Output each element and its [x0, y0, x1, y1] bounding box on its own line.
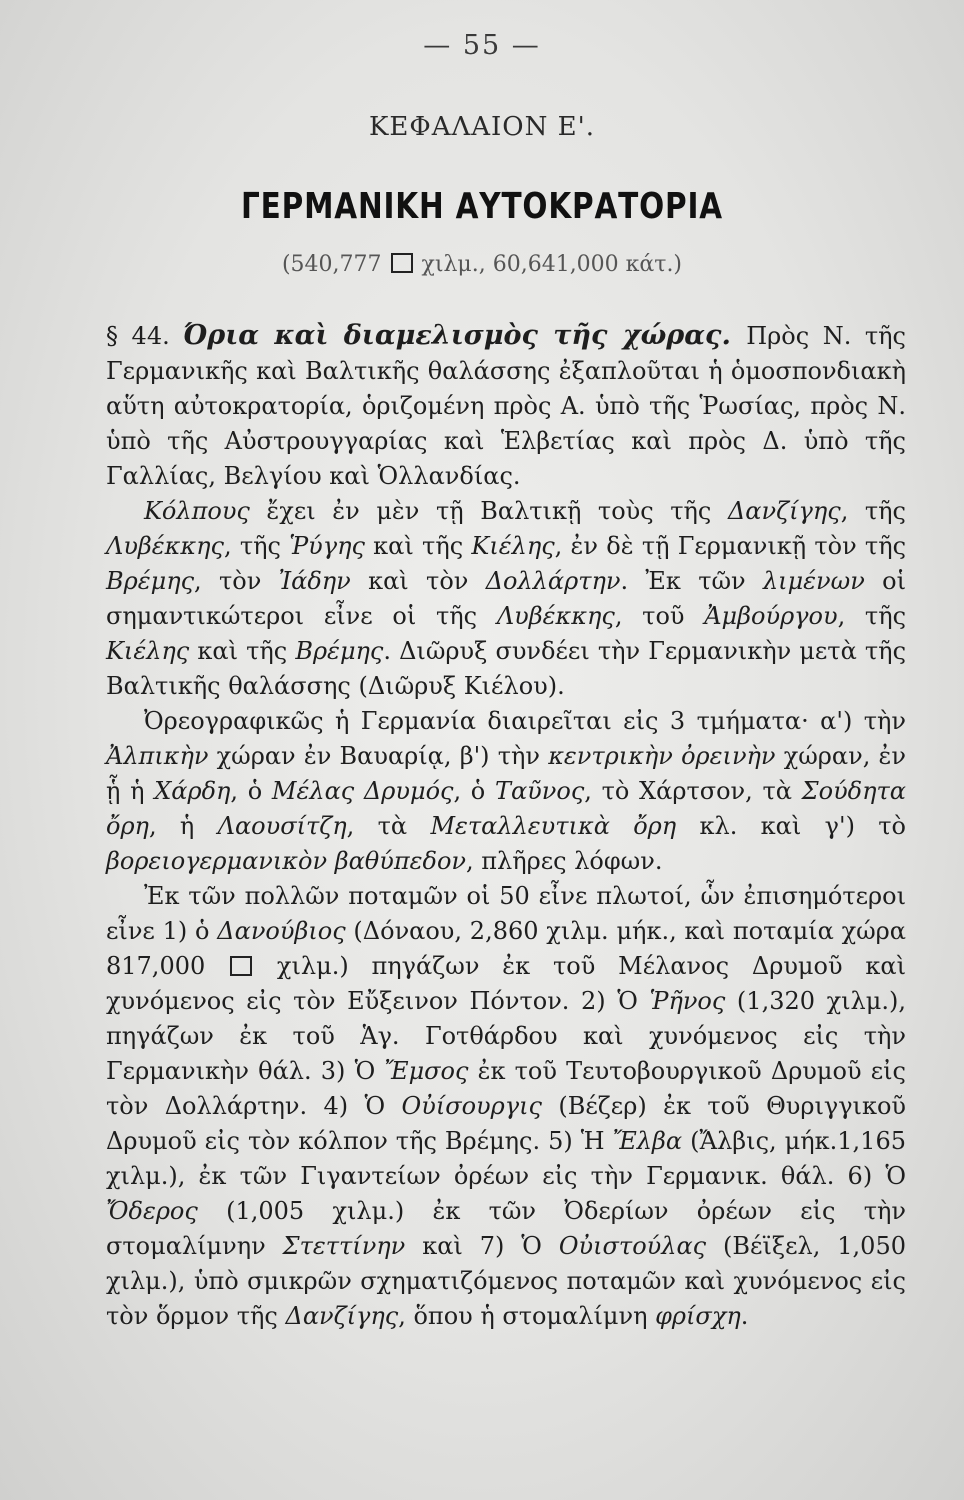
text-run: (Βέϊξελ, 1,050 χιλμ.), ὑπὸ σμικρῶν σχηματιζόμενος ποταμῶν καὶ χυνόμενος εἰς τὸν ὅρμον τῆς — [106, 1232, 906, 1330]
text-run: , τὰ — [346, 812, 431, 840]
text-run: ἔχει ἐν μὲν τῇ Βαλτικῇ τοὺς τῆς — [249, 497, 728, 525]
text-run: καὶ τὸν — [350, 567, 486, 595]
text-run: οἱ σημαντικώτεροι εἶνε οἱ τῆς — [106, 567, 906, 630]
page-title: ΓΕΡΜΑΝΙΚΗ ΑΥΤΟΚΡΑΤΟΡΙΑ — [241, 186, 723, 227]
italic-term: Στεττίνην — [282, 1232, 406, 1260]
text-run: , τῆς — [223, 532, 290, 560]
text-run: καὶ 7) Ὁ — [405, 1232, 559, 1260]
italic-term: Βρέμης — [106, 567, 195, 595]
text-run: . Διῶρυξ συνδέει τὴν Γερμανικὴν μετὰ τῆς Βαλτικῆς θαλάσσης (Διῶρυξ Κιέλου). — [106, 637, 907, 700]
italic-term: Ἰάδην — [278, 567, 351, 595]
italic-term: Ταῦνος — [494, 777, 585, 805]
italic-term: λιμένων — [762, 567, 865, 595]
italic-term: Λυβέκκης — [496, 602, 615, 630]
text-run: , πλῆρες λόφων. — [465, 847, 663, 875]
paragraph — [106, 494, 906, 704]
subtitle-area: (540,777 — [281, 252, 382, 277]
italic-term: Χάρδη — [154, 777, 231, 805]
text-run: Ὀρεογραφικῶς ἡ Γερμανία διαιρεῖται εἰς 3 τμήματα· α') τὴν — [144, 707, 906, 735]
body-text — [106, 318, 906, 1334]
italic-term: Μέλας Δρυμός — [271, 777, 454, 805]
italic-term: Λαουσίτζη — [217, 812, 347, 840]
text-run: κλ. καὶ γ') τὸ — [676, 812, 906, 840]
text-run: , τῆς — [837, 602, 907, 630]
text-run: ἐκ τοῦ Τευτοβουργικοῦ Δρυμοῦ εἰς τὸν Δολλάρτην. 4) Ὁ — [106, 1057, 906, 1120]
text-run: Πρὸς Ν. τῆς Γερμανικῆς καὶ Βαλτικῆς θαλάσσης ἐξαπλοῦται ἡ ὁμοσπονδιακὴ αὕτη αὐτοκρατορία, ὁριζομένη πρὸς Α. ὑπὸ τῆς Ῥωσίας, πρὸς Ν. ὑπὸ τῆς Αὐστρουγγαρίας καὶ Ἑλβετίας καὶ πρὸς Δ. ὑπὸ τῆς Γαλλίας, Βελγίου καὶ Ὁλλανδίας. — [106, 322, 906, 490]
italic-term: Λυβέκκης — [106, 532, 224, 560]
text-run: Ἐκ τῶν πολλῶν ποταμῶν οἱ 50 εἶνε πλωτοί, ὧν ἐπισημότεροι εἶνε 1) ὁ — [106, 882, 906, 945]
italic-term: Οὐιστούλας — [558, 1232, 707, 1260]
text-run: , ὁ — [230, 777, 272, 805]
subtitle-rest: χιλμ., 60,641,000 κάτ.) — [421, 252, 683, 277]
text-run: , ἐν δὲ τῇ Γερμανικῇ τὸν τῆς — [554, 532, 907, 560]
italic-term: Δανζίγης — [285, 1302, 399, 1330]
text-run: καὶ τῆς — [364, 532, 472, 560]
text-run: (Δόναου, 2,860 χιλμ. μήκ., καὶ ποταμία χώρα 817,000 — [106, 917, 907, 980]
italic-term: Ἔμσος — [384, 1057, 469, 1085]
square-symbol-icon — [391, 253, 413, 273]
section-number: § 44. — [106, 322, 184, 350]
text-run: , τοῦ — [614, 602, 705, 630]
paragraph — [106, 704, 906, 879]
square-symbol-icon — [230, 956, 252, 976]
italic-term: Ἀμβούργου — [704, 602, 838, 630]
text-run: , ὅπου ἡ στομαλίμνη — [398, 1302, 656, 1330]
text-run: . Ἐκ τῶν — [620, 567, 763, 595]
section-heading: Όρια καὶ διαμελισμὸς τῆς χώρας. — [183, 320, 747, 351]
italic-term: Ὄδερος — [106, 1197, 198, 1225]
italic-term: βορειογερμανικὸν βαθύπεδον — [106, 847, 466, 875]
text-run: , τὸ Χάρτσον, τὰ — [584, 777, 802, 805]
italic-term: Δανζίγης — [727, 497, 841, 525]
italic-term: Σούδητα ὄρη — [106, 777, 906, 840]
chapter-heading: ΚΕΦΑΛΑΙΟΝ Ε'. — [368, 112, 596, 142]
italic-term: Κιέλης — [106, 637, 190, 665]
italic-term: Μεταλλευτικὰ ὄρη — [430, 812, 677, 840]
italic-term: Δανούβιος — [217, 917, 346, 945]
text-run: καὶ τῆς — [189, 637, 296, 665]
italic-term: Οὐίσουργις — [401, 1092, 542, 1120]
text-run: , τὸν — [194, 567, 279, 595]
paragraphs — [106, 318, 906, 1334]
italic-term: Κόλπους — [144, 497, 250, 525]
subtitle — [0, 252, 964, 277]
text-run: , τῆς — [840, 497, 906, 525]
italic-term: Ἀλπικὴν — [106, 742, 209, 770]
paragraph — [106, 879, 906, 1334]
italic-term: Βρέμης — [295, 637, 384, 665]
text-run: χώραν, ἐν ᾗ ἡ — [106, 742, 907, 805]
italic-term: Δολλάρτην — [485, 567, 621, 595]
italic-term: κεντρικὴν ὀρεινὴν — [548, 742, 776, 770]
italic-term: Ῥῆνος — [649, 987, 726, 1015]
italic-term: Ῥύγης — [289, 532, 365, 560]
italic-term: Ἔλβα — [612, 1127, 683, 1155]
text-run: . — [740, 1302, 749, 1330]
page-number: — 55 — — [423, 30, 541, 61]
text-run: (1,005 χιλμ.) ἐκ τῶν Ὀδερίων ὀρέων εἰς τὴν στομαλίμνην — [106, 1197, 906, 1260]
text-run: (Ἄλβις, μήκ.1,165 χιλμ.), ἐκ τῶν Γιγαντείων ὀρέων εἰς τὴν Γερμανικ. θάλ. 6) Ὁ — [106, 1127, 906, 1190]
italic-term: φρίσχη — [655, 1302, 741, 1330]
text-run: (1,320 χιλμ.), πηγάζων ἐκ τοῦ Ἁγ. Γοτθάρδου καὶ χυνόμενος εἰς τὴν Γερμανικὴν θάλ. 3) Ὁ — [106, 987, 906, 1085]
italic-term: Κιέλης — [471, 532, 555, 560]
paragraph — [106, 318, 906, 494]
text-run: , ἡ — [148, 812, 218, 840]
text-run: (Βέζερ) ἐκ τοῦ Θυριγγικοῦ Δρυμοῦ εἰς τὸν κόλπον τῆς Βρέμης. 5) Ἡ — [106, 1092, 906, 1155]
text-run: , ὁ — [453, 777, 495, 805]
text-run: χιλμ.) πηγάζων ἐκ τοῦ Μέλανος Δρυμοῦ καὶ χυνόμενος εἰς τὸν Εὔξεινον Πόντον. 2) Ὁ — [106, 952, 906, 1015]
text-run: χώραν ἐν Βαυαρίᾳ, β') τὴν — [208, 742, 549, 770]
